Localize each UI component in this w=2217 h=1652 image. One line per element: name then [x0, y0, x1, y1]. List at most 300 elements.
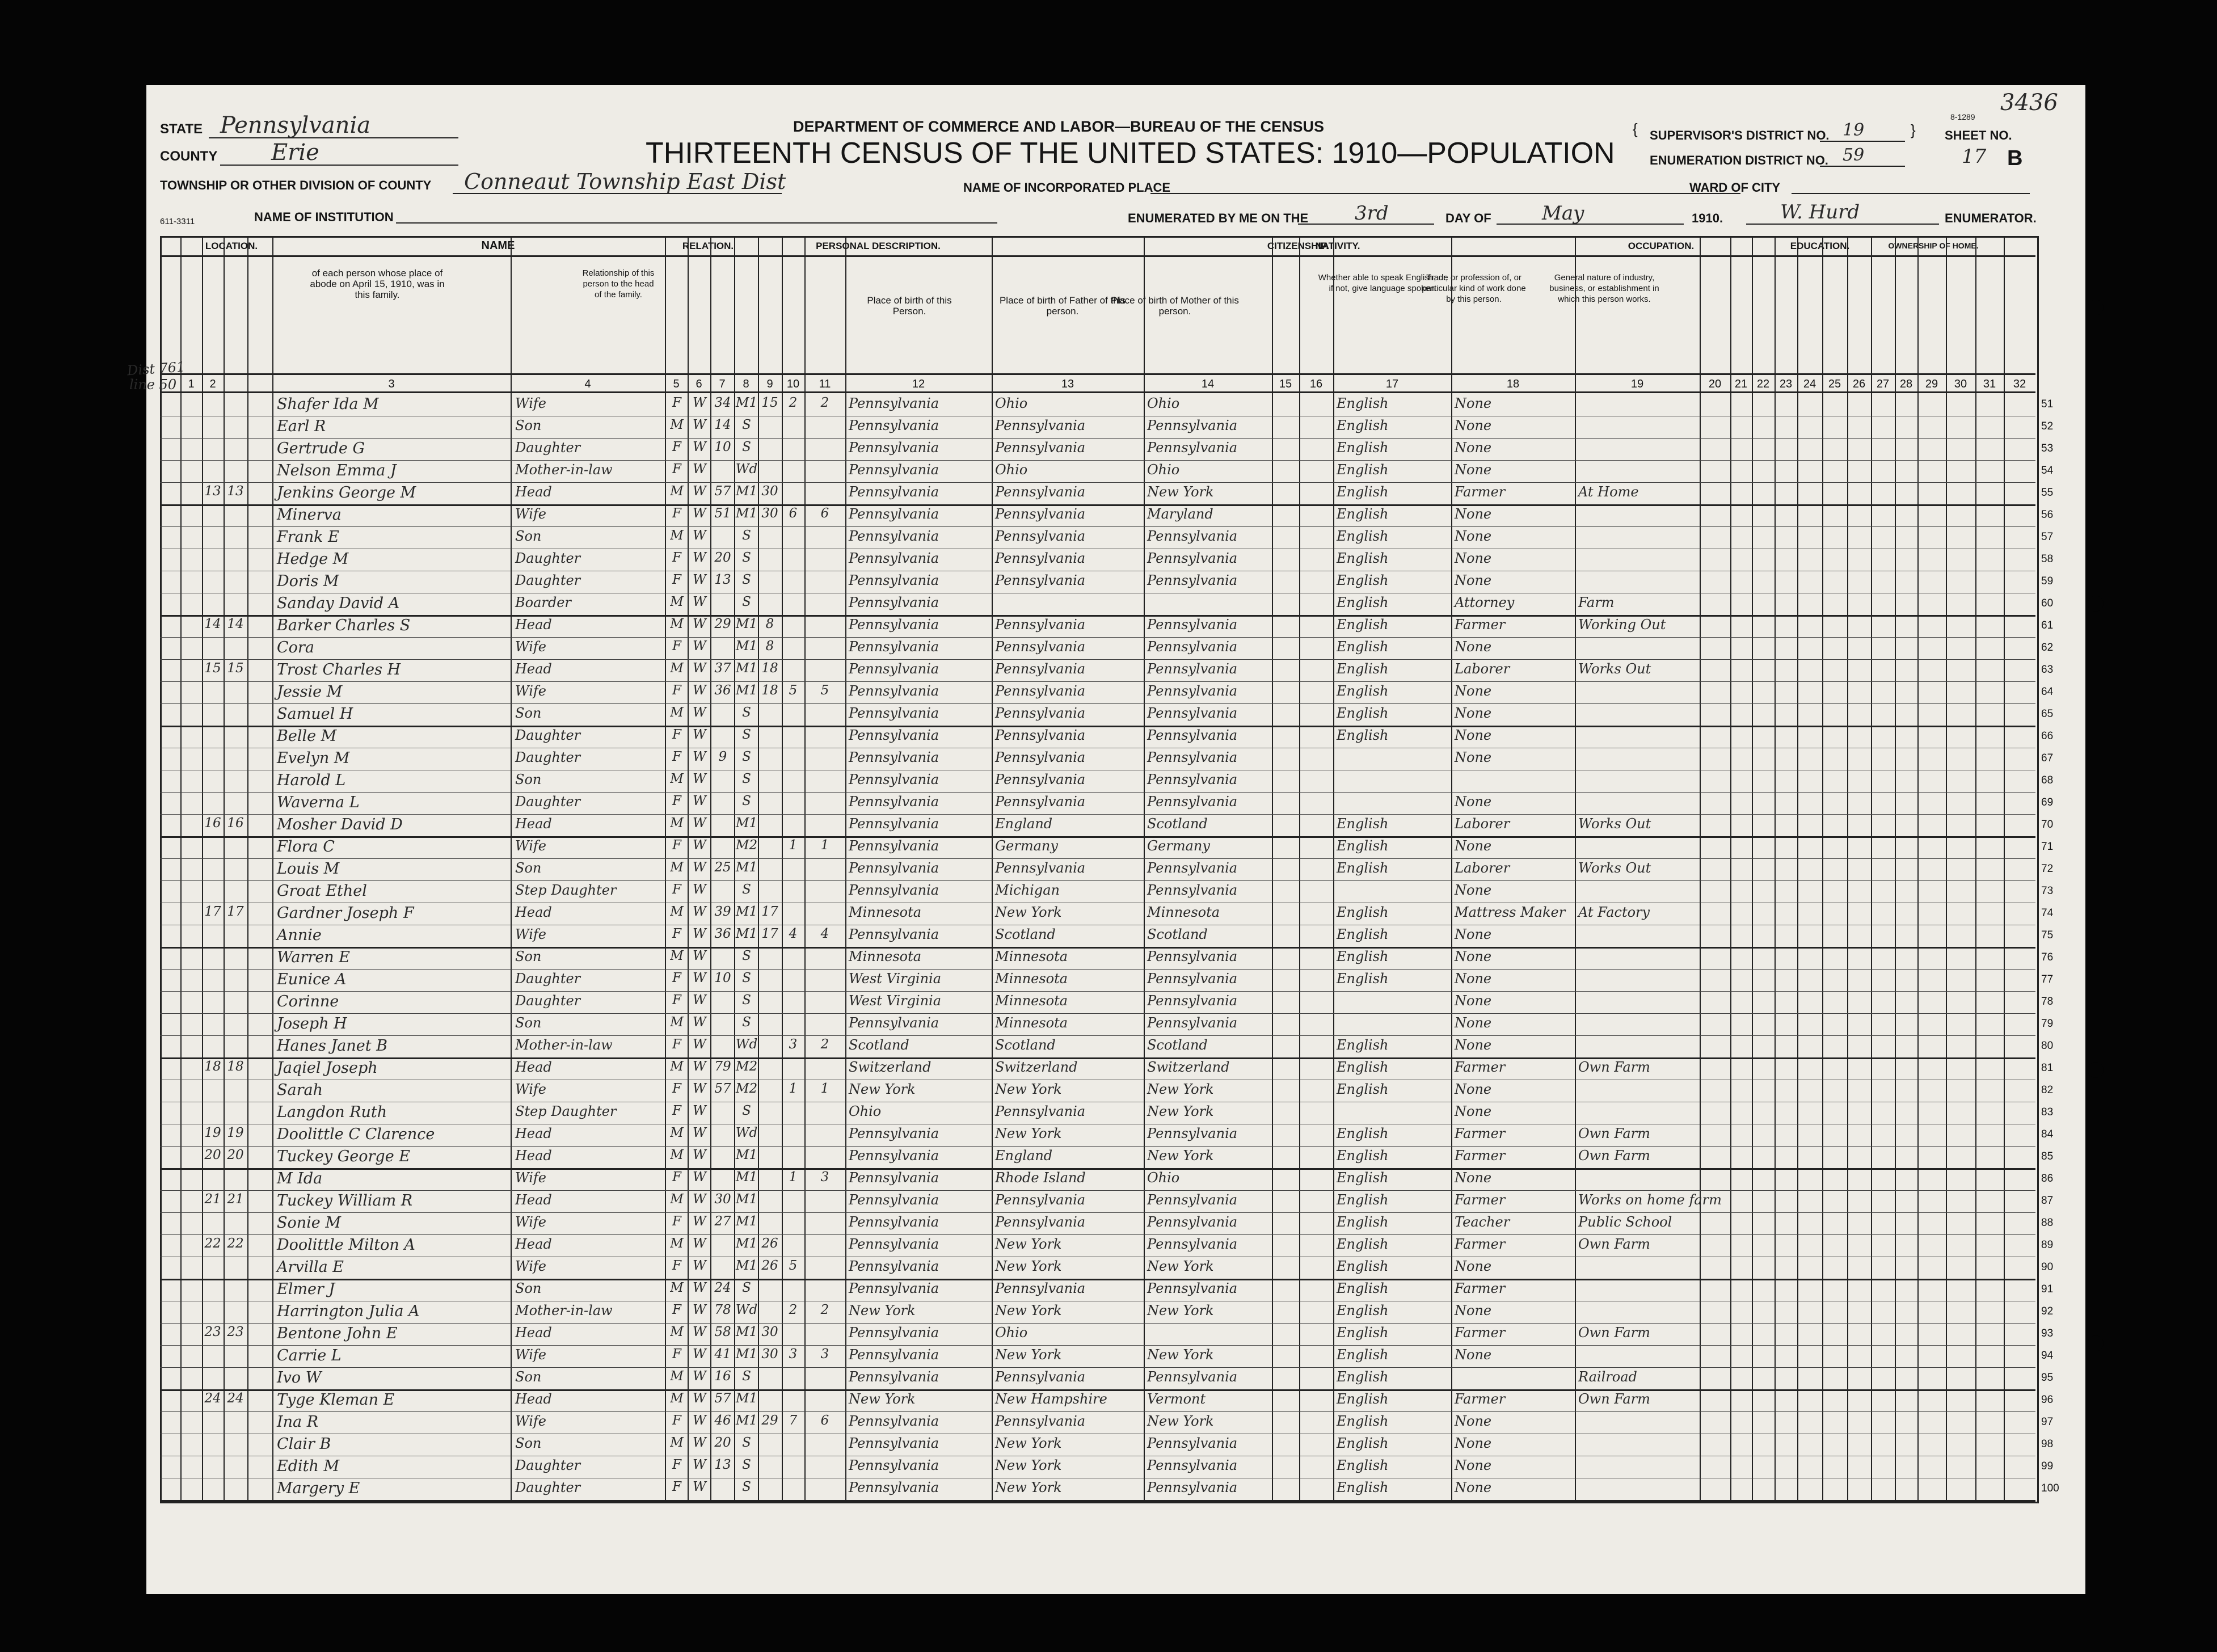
cell-birth-person: Pennsylvania [849, 772, 939, 787]
cell-birth-father: New York [995, 1081, 1062, 1097]
line-number: 92 [2041, 1305, 2054, 1317]
cell-sex: F [672, 1347, 681, 1362]
cell-marital: S [742, 440, 751, 454]
line-number: 97 [2041, 1416, 2054, 1428]
cell-relation: Step Daughter [515, 1103, 617, 1119]
line-number: 100 [2041, 1482, 2059, 1494]
cell-birth-father: Pennsylvania [995, 749, 1086, 765]
cell-years: 18 [761, 661, 778, 676]
township-label: TOWNSHIP OR OTHER DIVISION OF COUNTY [160, 178, 432, 192]
cell-name: Doolittle C Clarence [277, 1126, 435, 1143]
binding-hole [2088, 596, 2104, 612]
cell-industry: Public School [1578, 1214, 1672, 1230]
cell-trade: Farmer [1455, 1280, 1506, 1296]
cell-birth-person: Pennsylvania [849, 882, 939, 898]
cell-birth-father: New York [995, 1480, 1062, 1495]
cell-birth-mother: Pennsylvania [1147, 772, 1238, 787]
cell-name: Earl R [277, 418, 326, 435]
cell-relation: Son [515, 1435, 542, 1451]
cell-trade: None [1455, 949, 1492, 964]
cell-name: Flora C [277, 838, 335, 856]
cell-trade: None [1455, 1081, 1492, 1097]
cell-birth-father: New York [995, 1435, 1062, 1451]
enumerated-label: ENUMERATED BY ME ON THE [1128, 211, 1309, 225]
cell-name: Corinne [277, 993, 339, 1010]
cell-marital: M1 [735, 683, 758, 698]
year-label: 1910. [1692, 211, 1723, 225]
cell-race: W [693, 794, 706, 808]
cell-dwelling: 18 [204, 1059, 221, 1074]
cell-birth-mother: Pennsylvania [1147, 1126, 1238, 1141]
cell-dwelling: 21 [204, 1192, 221, 1207]
cell-race: W [693, 506, 706, 521]
cell-marital: M2 [735, 1081, 758, 1096]
cell-age: 9 [718, 749, 727, 764]
cell-trade: None [1455, 971, 1492, 987]
cell-birth-person: Pennsylvania [849, 661, 939, 677]
cell-birth-person: Pennsylvania [849, 1015, 939, 1031]
cell-relation: Head [515, 661, 552, 677]
cell-race: W [693, 550, 706, 565]
cell-birth-mother: New York [1147, 1258, 1214, 1274]
cell-industry: Own Farm [1578, 1325, 1650, 1341]
cell-marital: M1 [735, 617, 758, 631]
cell-marital: M1 [735, 860, 758, 875]
cell-years: 26 [761, 1258, 778, 1273]
cell-marital: S [742, 1457, 751, 1472]
cell-children-living: 1 [820, 838, 829, 853]
binding-hole [2088, 1062, 2104, 1078]
column-number: 23 [1779, 378, 1793, 390]
cell-birth-father: Ohio [995, 1325, 1028, 1341]
cell-marital: Wd [735, 1126, 758, 1140]
cell-language: English [1337, 395, 1389, 411]
cell-language: English [1337, 926, 1389, 942]
enumerator-label: ENUMERATOR. [1945, 211, 2037, 225]
cell-sex: M [670, 949, 684, 963]
cell-race: W [693, 1480, 706, 1494]
cell-sex: F [672, 440, 681, 454]
cell-language: English [1337, 683, 1389, 699]
line-number: 98 [2041, 1438, 2054, 1450]
cell-sex: F [672, 1170, 681, 1185]
cell-sex: M [670, 595, 684, 609]
cell-trade: None [1455, 1303, 1492, 1318]
line-number: 93 [2041, 1328, 2054, 1339]
cell-birth-father: Pennsylvania [995, 440, 1086, 456]
cell-relation: Wife [515, 1347, 547, 1363]
cell-sex: M [670, 904, 684, 919]
cell-marital: S [742, 727, 751, 742]
cell-name: Sonie M [277, 1214, 341, 1232]
cell-marital: S [742, 418, 751, 432]
cell-birth-person: Pennsylvania [849, 528, 939, 544]
cell-marital: S [742, 572, 751, 587]
cell-relation: Daughter [515, 727, 581, 743]
cell-relation: Wife [515, 683, 547, 699]
line-number: 58 [2041, 553, 2054, 565]
county-label: COUNTY [160, 149, 218, 164]
cell-industry: Own Farm [1578, 1236, 1650, 1252]
cell-race: W [693, 1015, 706, 1030]
cell-birth-mother: New York [1147, 484, 1214, 500]
cell-industry: Own Farm [1578, 1126, 1650, 1141]
group-location: LOCATION. [205, 241, 258, 251]
line-number: 88 [2041, 1217, 2054, 1229]
cell-sex: M [670, 1126, 684, 1140]
cell-name: Trost Charles H [277, 661, 401, 678]
cell-trade: None [1455, 1347, 1492, 1363]
cell-relation: Wife [515, 838, 547, 854]
cell-sex: M [670, 1236, 684, 1251]
cell-years: 30 [761, 506, 778, 521]
cell-relation: Daughter [515, 550, 581, 566]
cell-years: 17 [761, 904, 778, 919]
line-number: 82 [2041, 1084, 2054, 1096]
cell-birth-father: Scotland [995, 1037, 1056, 1053]
cell-marital: S [742, 528, 751, 543]
cell-trade: None [1455, 882, 1492, 898]
cell-sex: M [670, 418, 684, 432]
cell-dwelling: 23 [204, 1325, 221, 1339]
cell-sex: M [670, 1059, 684, 1074]
cell-children-born: 1 [789, 838, 798, 853]
cell-age: 20 [714, 550, 731, 565]
cell-sex: F [672, 882, 681, 897]
cell-name: Belle M [277, 727, 337, 745]
cell-birth-person: Pennsylvania [849, 1325, 939, 1341]
cell-birth-father: Pennsylvania [995, 528, 1086, 544]
cell-age: 20 [714, 1435, 731, 1450]
cell-language: English [1337, 1126, 1389, 1141]
line-number: 51 [2041, 398, 2054, 410]
cell-birth-person: Pennsylvania [849, 617, 939, 633]
cell-marital: M1 [735, 1258, 758, 1273]
cell-trade: None [1455, 550, 1492, 566]
cell-family: 18 [227, 1059, 244, 1074]
cell-birth-father: Pennsylvania [995, 1280, 1086, 1296]
cell-birth-person: Ohio [849, 1103, 882, 1119]
cell-trade: None [1455, 639, 1492, 655]
cell-dwelling: 22 [204, 1236, 221, 1251]
cell-sex: F [672, 572, 681, 587]
cell-industry: Own Farm [1578, 1148, 1650, 1164]
cell-birth-person: Pennsylvania [849, 926, 939, 942]
cell-years: 15 [761, 395, 778, 410]
line-number: 86 [2041, 1173, 2054, 1185]
cell-dwelling: 15 [204, 661, 221, 676]
cell-birth-father: Pennsylvania [995, 572, 1086, 588]
cell-birth-person: West Virginia [849, 971, 942, 987]
cell-trade: None [1455, 794, 1492, 810]
cell-marital: M1 [735, 904, 758, 919]
column-number: 11 [819, 378, 831, 390]
column-number: 32 [2013, 378, 2026, 390]
column-number: 7 [719, 378, 726, 390]
cell-race: W [693, 1347, 706, 1362]
cell-trade: Attorney [1455, 595, 1515, 610]
cell-name: Samuel H [277, 705, 353, 723]
cell-name: Barker Charles S [277, 617, 411, 634]
line-number: 73 [2041, 885, 2054, 897]
cell-race: W [693, 1192, 706, 1207]
line-number: 83 [2041, 1106, 2054, 1118]
cell-birth-mother: New York [1147, 1347, 1214, 1363]
cell-years: 30 [761, 1325, 778, 1339]
column-number: 26 [1852, 378, 1866, 390]
cell-birth-person: Pennsylvania [849, 1192, 939, 1208]
cell-sex: F [672, 1457, 681, 1472]
cell-sex: M [670, 1325, 684, 1339]
cell-name: Frank E [277, 528, 339, 546]
cell-birth-mother: Pennsylvania [1147, 860, 1238, 876]
cell-language: English [1337, 572, 1389, 588]
cell-trade: None [1455, 926, 1492, 942]
cell-name: Ina R [277, 1413, 319, 1431]
group-citizenship: CITIZENSHIP. [1267, 241, 1329, 251]
cell-sex: M [670, 1015, 684, 1030]
header-birth-person: Place of birth of this Person. [867, 295, 952, 317]
cell-marital: M1 [735, 1170, 758, 1185]
cell-birth-person: Pennsylvania [849, 1347, 939, 1363]
cell-race: W [693, 1170, 706, 1185]
cell-race: W [693, 993, 706, 1008]
cell-sex: F [672, 1480, 681, 1494]
cell-birth-mother: Maryland [1147, 506, 1213, 522]
cell-language: English [1337, 1170, 1389, 1186]
cell-language: English [1337, 462, 1389, 478]
cell-children-living: 3 [820, 1347, 829, 1362]
cell-race: W [693, 772, 706, 786]
cell-language: English [1337, 705, 1389, 721]
cell-birth-mother: Pennsylvania [1147, 1214, 1238, 1230]
cell-birth-mother: Pennsylvania [1147, 993, 1238, 1009]
cell-name: Gardner Joseph F [277, 904, 414, 922]
line-number: 94 [2041, 1350, 2054, 1362]
header-birth-mother: Place of birth of Mother of this person. [1111, 295, 1239, 317]
cell-race: W [693, 1148, 706, 1162]
cell-sex: F [672, 1081, 681, 1096]
column-number: 12 [912, 378, 925, 390]
cell-race: W [693, 1280, 706, 1295]
cell-birth-person: Switzerland [849, 1059, 932, 1075]
cell-birth-mother: Pennsylvania [1147, 882, 1238, 898]
cell-birth-mother: Ohio [1147, 1170, 1180, 1186]
cell-language: English [1337, 550, 1389, 566]
line-number: 90 [2041, 1261, 2054, 1273]
cell-birth-father: Minnesota [995, 993, 1068, 1009]
cell-birth-mother: Pennsylvania [1147, 639, 1238, 655]
cell-years: 30 [761, 1347, 778, 1362]
cell-marital: S [742, 1103, 751, 1118]
cell-relation: Mother-in-law [515, 1303, 613, 1318]
cell-children-living: 1 [820, 1081, 829, 1096]
group-relation: RELATION. [682, 241, 734, 251]
cell-age: 57 [714, 1081, 731, 1096]
incorporated-label: NAME OF INCORPORATED PLACE [963, 180, 1171, 195]
cell-sex: M [670, 1435, 684, 1450]
cell-birth-mother: Pennsylvania [1147, 418, 1238, 433]
header-relation: Relationship of this person to the head of the family. [582, 268, 655, 300]
group-education: EDUCATION. [1790, 241, 1850, 251]
state-label: STATE [160, 121, 203, 137]
cell-birth-father: New Hampshire [995, 1391, 1107, 1407]
cell-age: 51 [714, 506, 731, 521]
cell-birth-mother: Ohio [1147, 462, 1180, 478]
cell-birth-person: New York [849, 1303, 916, 1318]
cell-relation: Head [515, 904, 552, 920]
cell-trade: Laborer [1455, 860, 1510, 876]
cell-birth-mother: Pennsylvania [1147, 1236, 1238, 1252]
cell-marital: M1 [735, 1347, 758, 1362]
line-number: 64 [2041, 686, 2054, 698]
cell-language: English [1337, 1457, 1389, 1473]
line-number: 81 [2041, 1062, 2054, 1074]
cell-industry: Own Farm [1578, 1059, 1650, 1075]
line-number: 87 [2041, 1195, 2054, 1207]
cell-trade: Farmer [1455, 1325, 1506, 1341]
cell-trade: None [1455, 528, 1492, 544]
line-number: 63 [2041, 664, 2054, 676]
cell-birth-mother: Pennsylvania [1147, 794, 1238, 810]
cell-trade: Farmer [1455, 1126, 1506, 1141]
cell-race: W [693, 617, 706, 631]
cell-birth-father: Pennsylvania [995, 1192, 1086, 1208]
census-title: THIRTEENTH CENSUS OF THE UNITED STATES: 1910—POPULATION [646, 137, 1615, 170]
column-number: 20 [1708, 378, 1722, 390]
cell-birth-father: New York [995, 1126, 1062, 1141]
cell-language: English [1337, 1303, 1389, 1318]
line-number: 99 [2041, 1460, 2054, 1472]
group-ownership: OWNERSHIP OF HOME. [1888, 241, 1979, 250]
cell-sex: M [670, 705, 684, 720]
cell-birth-father: England [995, 816, 1053, 832]
line-number: 75 [2041, 929, 2054, 941]
cell-trade: None [1455, 1015, 1492, 1031]
cell-marital: S [742, 550, 751, 565]
cell-industry: Works Out [1578, 661, 1651, 677]
cell-children-living: 2 [820, 1303, 829, 1317]
cell-trade: Laborer [1455, 816, 1510, 832]
cell-relation: Daughter [515, 440, 581, 456]
cell-marital: M1 [735, 926, 758, 941]
cell-age: 78 [714, 1303, 731, 1317]
cell-birth-father: Pennsylvania [995, 617, 1086, 633]
cell-race: W [693, 683, 706, 698]
line-number: 85 [2041, 1150, 2054, 1162]
cell-birth-father: New York [995, 904, 1062, 920]
cell-marital: S [742, 1435, 751, 1450]
cell-relation: Daughter [515, 794, 581, 810]
cell-trade: Mattress Maker [1455, 904, 1566, 920]
line-number: 89 [2041, 1239, 2054, 1251]
cell-relation: Mother-in-law [515, 462, 613, 478]
cell-name: Elmer J [277, 1280, 335, 1298]
cell-language: English [1337, 639, 1389, 655]
cell-name: Annie [277, 926, 322, 944]
cell-family: 23 [227, 1325, 244, 1339]
cell-relation: Wife [515, 395, 547, 411]
cell-birth-person: Pennsylvania [849, 1258, 939, 1274]
line-number: 77 [2041, 974, 2054, 985]
cell-birth-father: Pennsylvania [995, 1369, 1086, 1385]
cell-birth-person: Pennsylvania [849, 418, 939, 433]
cell-birth-mother: Pennsylvania [1147, 1435, 1238, 1451]
cell-birth-person: Pennsylvania [849, 639, 939, 655]
cell-industry: Own Farm [1578, 1391, 1650, 1407]
cell-name: Sarah [277, 1081, 323, 1099]
cell-name: Margery E [277, 1480, 360, 1497]
cell-sex: M [670, 661, 684, 676]
cell-birth-person: Pennsylvania [849, 1280, 939, 1296]
cell-family: 16 [227, 816, 244, 831]
cell-birth-father: Pennsylvania [995, 550, 1086, 566]
cell-trade: None [1455, 838, 1492, 854]
cell-birth-mother: Switzerland [1147, 1059, 1230, 1075]
cell-name: Harrington Julia A [277, 1303, 420, 1320]
sheet-value: 17 [1962, 145, 1987, 168]
cell-relation: Wife [515, 639, 547, 655]
cell-birth-person: Pennsylvania [849, 462, 939, 478]
cell-family: 24 [227, 1391, 244, 1406]
cell-sex: F [672, 926, 681, 941]
cell-marital: S [742, 794, 751, 808]
township-value: Conneaut Township East Dist [464, 169, 786, 194]
binding-hole [2088, 1335, 2104, 1351]
cell-relation: Daughter [515, 993, 581, 1009]
cell-race: W [693, 1413, 706, 1428]
county-value: Erie [271, 140, 319, 166]
cell-race: W [693, 1081, 706, 1096]
cell-relation: Head [515, 1236, 552, 1252]
cell-birth-person: Pennsylvania [849, 1457, 939, 1473]
cell-industry: At Factory [1578, 904, 1650, 920]
cell-language: English [1337, 816, 1389, 832]
cell-birth-father: Pennsylvania [995, 1413, 1086, 1429]
cell-language: English [1337, 1037, 1389, 1053]
column-number: 30 [1954, 378, 1967, 390]
cell-sex: F [672, 727, 681, 742]
cell-birth-person: New York [849, 1081, 916, 1097]
cell-marital: M1 [735, 506, 758, 521]
cell-birth-mother: Pennsylvania [1147, 749, 1238, 765]
cell-birth-father: Pennsylvania [995, 727, 1086, 743]
cell-sex: F [672, 838, 681, 853]
ward-label: WARD OF CITY [1689, 180, 1781, 195]
column-number: 2 [209, 378, 216, 390]
cell-relation: Head [515, 1192, 552, 1208]
cell-relation: Head [515, 1325, 552, 1341]
cell-sex: M [670, 617, 684, 631]
cell-marital: M2 [735, 1059, 758, 1074]
cell-marital: M1 [735, 639, 758, 654]
cell-race: W [693, 838, 706, 853]
cell-relation: Wife [515, 1413, 547, 1429]
cell-age: 24 [714, 1280, 731, 1295]
cell-trade: None [1455, 1103, 1492, 1119]
cell-birth-father: Michigan [995, 882, 1060, 898]
cell-industry: Works Out [1578, 816, 1651, 832]
line-number: 57 [2041, 531, 2054, 543]
cell-birth-father: Pennsylvania [995, 484, 1086, 500]
cell-language: English [1337, 506, 1389, 522]
cell-trade: None [1455, 395, 1492, 411]
cell-family: 20 [227, 1148, 244, 1162]
cell-marital: S [742, 595, 751, 609]
cell-sex: M [670, 1391, 684, 1406]
cell-children-born: 5 [789, 683, 798, 698]
cell-birth-father: Pennsylvania [995, 1214, 1086, 1230]
